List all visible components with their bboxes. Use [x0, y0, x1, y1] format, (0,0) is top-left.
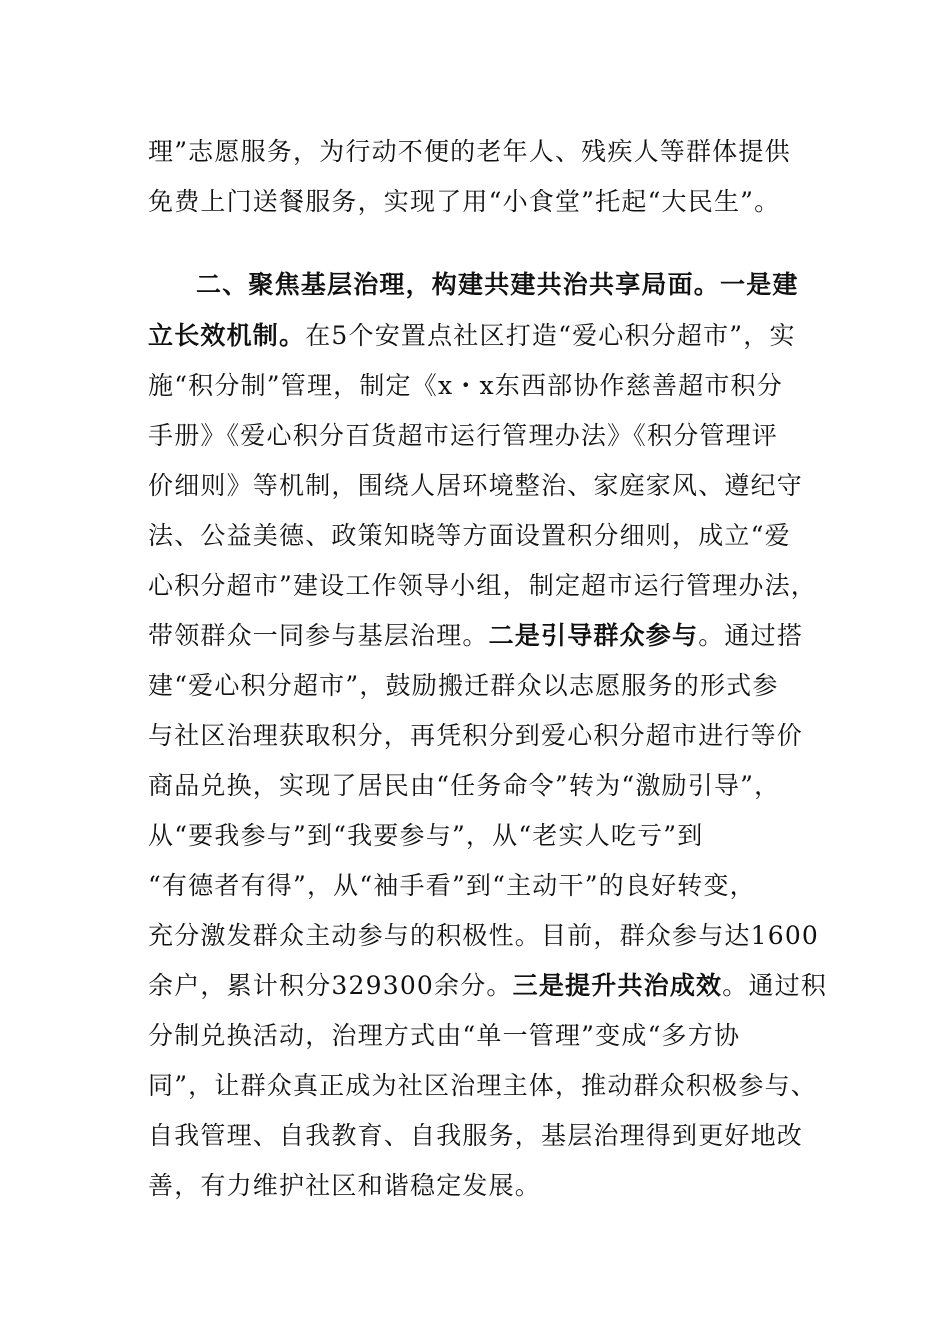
- paragraph-2-line-8: [148, 621, 828, 651]
- paragraph-2-line-15: [148, 971, 828, 1001]
- paragraph-2-line-16: 分制兑换活动，治理方式由“单一管理”变成“多方协: [148, 1021, 741, 1050]
- paragraph-2-line-11: 商品兑换，实现了居民由“任务命令”转为“激励引导”，: [148, 771, 781, 800]
- paragraph-2-line-15-tail: 。通过积: [722, 971, 828, 1000]
- paragraph-2-line-8-text: 带领群众一同参与基层治理。: [148, 621, 489, 650]
- paragraph-2-line-13: “有德者有得”，从“袖手看”到“主动干”的良好转变，: [148, 871, 756, 900]
- paragraph-2-line-15-text: 余户，累计积分329300余分。: [148, 971, 513, 1000]
- paragraph-1-line-2: 免费上门送餐服务，实现了用“小食堂”托起“大民生”。: [148, 187, 781, 216]
- paragraph-2-line-19: 善，有力维护社区和谐稳定发展。: [148, 1171, 542, 1200]
- paragraph-2-line-14: 充分激发群众主动参与的积极性。目前，群众参与达1600: [148, 921, 820, 950]
- paragraph-2-line-8-tail: 。通过搭: [698, 621, 804, 650]
- paragraph-2-line-3: 施“积分制”管理，制定《x・x东西部协作慈善超市积分: [148, 371, 783, 400]
- paragraph-2-line-2: [148, 321, 828, 351]
- paragraph-2-line-9: 建“爱心积分超市”，鼓励搬迁群众以志愿服务的形式参: [148, 671, 779, 700]
- paragraph-1-line-1: 理”志愿服务，为行动不便的老年人、残疾人等群体提供: [148, 137, 791, 166]
- subheading-2: 二是引导群众参与: [488, 621, 699, 650]
- paragraph-2-line-5: 价细则》等机制，围绕人居环境整治、家庭家风、遵纪守: [148, 471, 804, 500]
- paragraph-2-line-7: 心积分超市”建设工作领导小组，制定超市运行管理办法，: [148, 571, 817, 600]
- subheading-1-tail: 立长效机制。: [148, 321, 306, 350]
- paragraph-2-line-6: 法、公益美德、政策知晓等方面设置积分细则，成立“爱: [148, 521, 791, 550]
- subheading-3: 三是提升共治成效: [512, 971, 723, 1000]
- paragraph-2-line-10: 与社区治理获取积分，再凭积分到爱心积分超市进行等价: [148, 721, 804, 750]
- section-heading-line: 二、聚焦基层治理，构建共建共治共享局面。一是建: [196, 270, 799, 299]
- paragraph-2-line-17: 同”，让群众真正成为社区治理主体，推动群众积极参与、: [148, 1071, 817, 1100]
- paragraph-2-line-4: 手册》《爱心积分百货超市运行管理办法》《积分管理评: [148, 421, 779, 450]
- paragraph-2-line-12: 从“要我参与”到“我要参与”，从“老实人吃亏”到: [148, 821, 704, 850]
- paragraph-2-line-2-text: 在5个安置点社区打造“爱心积分超市”，实: [305, 321, 796, 350]
- paragraph-2-line-18: 自我管理、自我教育、自我服务，基层治理得到更好地改: [148, 1121, 804, 1150]
